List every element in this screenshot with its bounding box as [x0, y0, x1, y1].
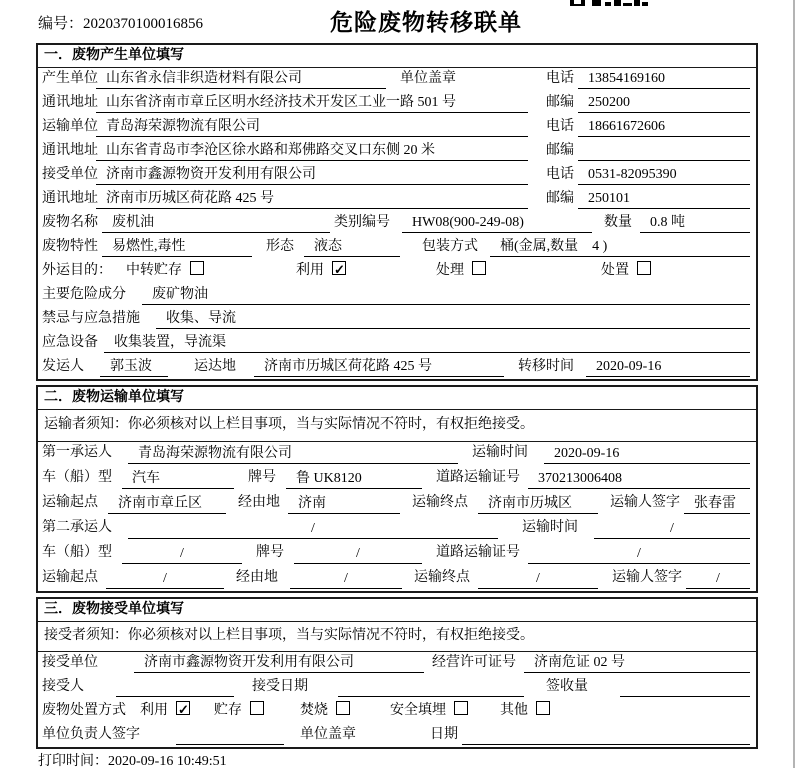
first-carrier-label: 第一承运人: [42, 445, 112, 460]
transfer-time-label: 转移时间: [518, 359, 574, 374]
hazard-component-label: 主要危险成分: [42, 287, 126, 302]
transport-end-label: 运输终点: [412, 495, 468, 510]
quantity-value: 0.8 吨: [640, 213, 750, 233]
first-carrier-value: 青岛海荣源物流有限公司: [128, 444, 458, 464]
option-label: 焚烧: [300, 703, 328, 718]
transfer-time-value: 2020-09-16: [586, 357, 750, 377]
plate-number-value: 鲁 UK8120: [286, 469, 422, 489]
date-label: 日期: [430, 727, 458, 742]
form-row: [38, 139, 756, 163]
form-row: [38, 331, 756, 355]
form-row: [38, 516, 756, 541]
form-row: [38, 699, 756, 723]
date-value: [462, 725, 750, 745]
destination-label: 运达地: [194, 359, 236, 374]
category-code-value: HW08(900-249-08): [402, 213, 592, 233]
checkbox-icon: [637, 261, 651, 275]
form-row: [38, 307, 756, 331]
road-license-label: 道路运输证号: [436, 470, 520, 485]
qr-code-partial-icon: [570, 0, 648, 6]
emergency-measures-value: 收集、导流: [156, 309, 750, 329]
notice-label: 运输者须知：: [44, 417, 128, 432]
transport-unit-value: 青岛海荣源物流有限公司: [96, 117, 528, 137]
receive-date-label: 接受日期: [252, 679, 308, 694]
permit-number-value: 济南危证 02 号: [524, 653, 750, 673]
section-producer: [36, 43, 758, 381]
phone-value: 13854169160: [578, 69, 750, 89]
road-license-value: /: [528, 544, 750, 564]
form-row: [38, 675, 756, 699]
recipient-label: 接受人: [42, 679, 84, 694]
postal-label: 邮编: [546, 143, 574, 158]
second-carrier-label: 第二承运人: [42, 520, 112, 535]
road-license-value: 370213006408: [528, 469, 750, 489]
purpose-label: 外运目的：: [42, 263, 112, 278]
waste-name-label: 废物名称: [42, 215, 98, 230]
transporter-notice: [38, 409, 756, 442]
disposal-option-landfill: [390, 699, 468, 723]
accept-unit-value: 济南市鑫源物资开发利用有限公司: [134, 653, 424, 673]
producer-address-label: 通讯地址: [42, 95, 98, 110]
disposal-option-storage: [214, 699, 264, 723]
via-label: 经由地: [238, 495, 280, 510]
emergency-equipment-value: 收集装置，导流渠: [104, 333, 750, 353]
checkbox-icon: [536, 701, 550, 715]
receiver-address-value: 济南市历城区荷花路 425 号: [96, 189, 528, 209]
form-row: [38, 541, 756, 566]
option-label: 利用: [140, 703, 168, 718]
via-value: 济南: [288, 494, 400, 514]
form-state-label: 形态: [266, 239, 294, 254]
option-label: 安全填埋: [390, 703, 446, 718]
transport-time-value: 2020-09-16: [544, 444, 750, 464]
producer-address-value: 山东省济南市章丘区明水经济技术开发区工业一路 501 号: [96, 93, 528, 113]
transporter-sign-label: 运输人签字: [610, 495, 680, 510]
receiver-address-label: 通讯地址: [42, 191, 98, 206]
page-title: 危险废物转移联单: [330, 10, 522, 35]
section3-header: 三．废物接受单位填写: [38, 599, 756, 622]
second-carrier-value: /: [128, 519, 498, 539]
form-row: [38, 723, 756, 747]
received-qty-label: 签收量: [546, 679, 588, 694]
transporter-sign-value: 张春雷: [684, 494, 750, 514]
form-row: [38, 259, 756, 283]
vehicle-type-value: 汽车: [122, 469, 234, 489]
option-label: 利用: [296, 263, 324, 278]
phone-label: 电话: [546, 119, 574, 134]
vehicle-type-label: 车（船）型: [42, 545, 112, 560]
postal-label: 邮编: [546, 95, 574, 110]
vehicle-type-value: /: [122, 544, 242, 564]
producer-unit-label: 产生单位: [42, 71, 98, 86]
checkbox-icon: [176, 701, 190, 715]
form-row: [38, 91, 756, 115]
accept-unit-label: 接受单位: [42, 655, 98, 670]
purpose-option-dispose: [601, 259, 651, 283]
phone-value: 0531-82095390: [578, 165, 750, 185]
disposal-option-recycle: [140, 699, 190, 723]
postal-label: 邮编: [546, 191, 574, 206]
purpose-option-treat: [436, 259, 486, 283]
unit-seal-label: 单位盖章: [300, 727, 356, 742]
disposal-option-other: [500, 699, 550, 723]
emergency-measures-label: 禁忌与应急措施: [42, 311, 140, 326]
transporter-sign-value: /: [686, 569, 750, 589]
form-row: [38, 115, 756, 139]
waste-property-label: 废物特性: [42, 239, 98, 254]
transport-origin-value: 济南市章丘区: [108, 494, 226, 514]
emergency-equipment-label: 应急设备: [42, 335, 98, 350]
transport-time-label: 运输时间: [522, 520, 578, 535]
form-row: [38, 67, 756, 91]
phone-label: 电话: [546, 71, 574, 86]
postal-value: 250200: [578, 93, 750, 113]
section2-header: 二．废物运输单位填写: [38, 387, 756, 410]
form-row: [38, 211, 756, 235]
received-qty-value: [620, 677, 750, 697]
form-row: [38, 491, 756, 516]
checkbox-icon: [472, 261, 486, 275]
permit-number-label: 经营许可证号: [432, 655, 516, 670]
print-time-value: 2020-09-16 10:49:51: [108, 754, 227, 768]
recipient-value: [116, 677, 234, 697]
waste-name-value: 废机油: [102, 213, 330, 233]
checkbox-icon: [190, 261, 204, 275]
checkbox-icon: [250, 701, 264, 715]
purpose-option-recycle: [296, 259, 346, 283]
transport-origin-value: /: [106, 569, 224, 589]
section-transporter: [36, 385, 758, 593]
head-sign-label: 单位负责人签字: [42, 727, 140, 742]
category-code-label: 类别编号: [334, 215, 390, 230]
checkbox-icon: [332, 261, 346, 275]
transport-time-value: /: [594, 519, 750, 539]
receive-date-value: [338, 677, 524, 697]
receiver-notice: [38, 621, 756, 652]
section1-header: 一．废物产生单位填写: [38, 45, 756, 68]
notice-text: 你必须核对以上栏目事项，当与实际情况不符时，有权拒绝接受。: [128, 417, 534, 432]
quantity-label: 数量: [604, 215, 632, 230]
transporter-sign-label: 运输人签字: [612, 570, 682, 585]
serial-value: 2020370100016856: [83, 16, 204, 32]
plate-number-label: 牌号: [248, 470, 276, 485]
transport-address-label: 通讯地址: [42, 143, 98, 158]
plate-number-label: 牌号: [256, 545, 284, 560]
shipper-value: 郭玉波: [100, 357, 168, 377]
receiver-unit-value: 济南市鑫源物资开发利用有限公司: [96, 165, 528, 185]
disposal-method-label: 废物处置方式: [42, 703, 126, 718]
section-receiver: [36, 597, 758, 749]
form-row: [38, 235, 756, 259]
transport-origin-label: 运输起点: [42, 570, 98, 585]
option-label: 其他: [500, 703, 528, 718]
receiver-unit-label: 接受单位: [42, 167, 98, 182]
form-row: [38, 163, 756, 187]
packaging-label: 包装方式: [422, 239, 478, 254]
transport-end-label: 运输终点: [414, 570, 470, 585]
purpose-option-transfer-storage: [126, 259, 204, 283]
disposal-option-incinerate: [300, 699, 350, 723]
head-sign-value: [176, 725, 284, 745]
phone-value: 18661672606: [578, 117, 750, 137]
hazard-component-value: 废矿物油: [142, 285, 750, 305]
form-row: [38, 441, 756, 466]
transport-end-value: /: [478, 569, 598, 589]
form-row: [38, 566, 756, 591]
phone-label: 电话: [546, 167, 574, 182]
notice-text: 你必须核对以上栏目事项，当与实际情况不符时，有权拒绝接受。: [128, 628, 534, 643]
transport-origin-label: 运输起点: [42, 495, 98, 510]
transport-end-value: 济南市历城区: [478, 494, 598, 514]
form-row: [38, 283, 756, 307]
road-license-label: 道路运输证号: [436, 545, 520, 560]
form-row: [38, 187, 756, 211]
form-row: [38, 651, 756, 675]
destination-value: 济南市历城区荷花路 425 号: [254, 357, 504, 377]
print-time-label: 打印时间：: [38, 754, 108, 768]
via-label: 经由地: [236, 570, 278, 585]
option-label: 贮存: [214, 703, 242, 718]
plate-number-value: /: [294, 544, 422, 564]
page-right-edge: [793, 0, 795, 768]
transport-time-label: 运输时间: [472, 445, 528, 460]
transport-address-value: 山东省青岛市李沧区徐水路和郑佛路交叉口东侧 20 米: [96, 141, 528, 161]
waste-property-value: 易燃性,毒性: [102, 237, 252, 257]
via-value: /: [290, 569, 402, 589]
postal-value: [578, 141, 750, 161]
form-row: [38, 355, 756, 379]
form-row: [38, 466, 756, 491]
option-label: 处理: [436, 263, 464, 278]
unit-seal-label: 单位盖章: [400, 71, 456, 86]
checkbox-icon: [454, 701, 468, 715]
shipper-label: 发运人: [42, 359, 84, 374]
notice-label: 接受者须知：: [44, 628, 128, 643]
serial-label: 编号：: [38, 16, 84, 32]
transport-unit-label: 运输单位: [42, 119, 98, 134]
checkbox-icon: [336, 701, 350, 715]
producer-unit-value: 山东省永信非织造材料有限公司: [96, 69, 386, 89]
form-state-value: 液态: [304, 237, 400, 257]
postal-value: 250101: [578, 189, 750, 209]
option-label: 中转贮存: [126, 263, 182, 278]
option-label: 处置: [601, 263, 629, 278]
vehicle-type-label: 车（船）型: [42, 470, 112, 485]
packaging-value: 桶(金属,数量 4 ): [490, 237, 750, 257]
print-time: [38, 750, 227, 768]
